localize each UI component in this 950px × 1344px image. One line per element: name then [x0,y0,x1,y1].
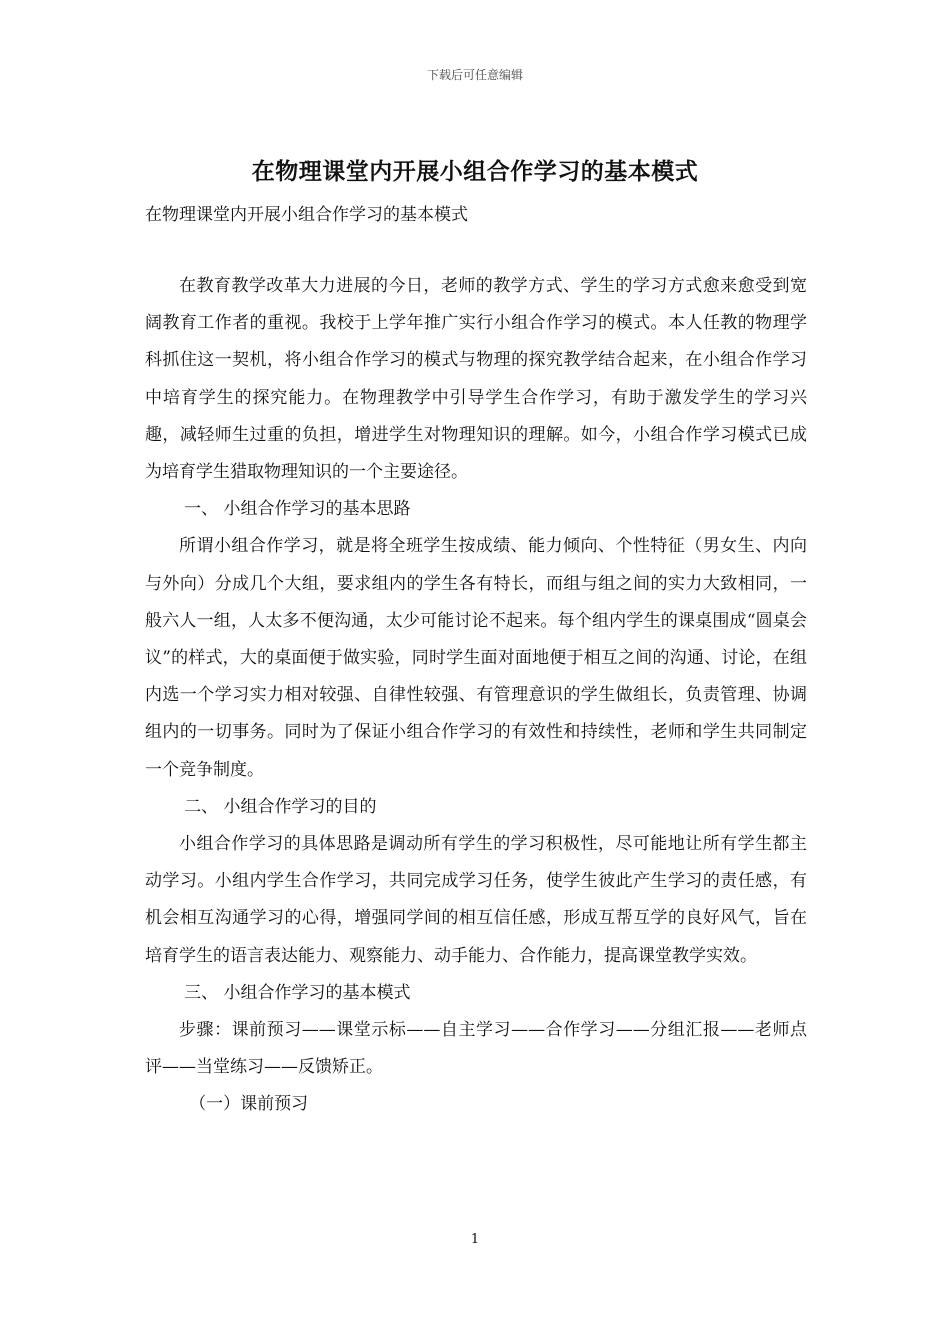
page-header-note: 下载后可任意编辑 [426,68,523,82]
document-body [145,268,807,1124]
paragraph-section-2: 小组合作学习的具体思路是调动所有学生的学习积极性，尽可能地让所有学生都主动学习。小组内学生合作学习，共同完成学习任务，使学生彼此产生学习的责任感，有机会相互沟通学习的心得，增强同学间的相互信任感，形成互帮互学的良好风气，旨在培育学生的语言表达能力、观察能力、动手能力、合作能力，提高课堂教学实效。 [145,834,807,966]
section-heading-3: 三、 小组合作学习的基本模式 [184,982,411,1003]
paragraph-steps: 步骤：课前预习——课堂示标——自主学习——合作学习——分组汇报——老师点评——当堂练习——反馈矫正。 [145,1020,807,1078]
document-subtitle: 在物理课堂内开展小组合作学习的基本模式 [145,205,468,225]
subsection-heading-1: （一）课前预习 [189,1094,309,1115]
document-title: 在物理课堂内开展小组合作学习的基本模式 [251,158,699,185]
paragraph-intro: 在教育教学改革大力进展的今日，老师的教学方式、学生的学习方式愈来愈受到宽阔教育工作者的重视。我校于上学年推广实行小组合作学习的模式。本人任教的物理学科抓住这一契机，将小组合作学习的模式与物理的探究教学结合起来，在小组合作学习中培育学生的探究能力。在物理教学中引导学生合作学习，有助于激发学生的学习兴趣，减轻师生过重的负担，增进学生对物理知识的理解。如今，小组合作学习模式已成为培育学生猎取物理知识的一个主要途径。 [145,276,807,483]
page-number: 1 [470,1232,480,1247]
section-heading-1: 一、 小组合作学习的基本思路 [184,499,411,520]
paragraph-section-1: 所谓小组合作学习，就是将全班学生按成绩、能力倾向、个性特征（男女生、内向与外向）分成几个大组，要求组内的学生各有特长，而组与组之间的实力大致相同，一般六人一组，人太多不便沟通，太少可能讨论不起来。每个组内学生的课桌围成“圆桌会议”的样式，大的桌面便于做实验，同时学生面对面地便于相互之间的沟通、讨论，在组内选一个学习实力相对较强、自律性较强、有管理意识的学生做组长，负责管理、协调组内的一切事务。同时为了保证小组合作学习的有效性和持续性，老师和学生共同制定一个竞争制度。 [145,536,807,780]
section-heading-2: 二、 小组合作学习的目的 [184,796,377,817]
